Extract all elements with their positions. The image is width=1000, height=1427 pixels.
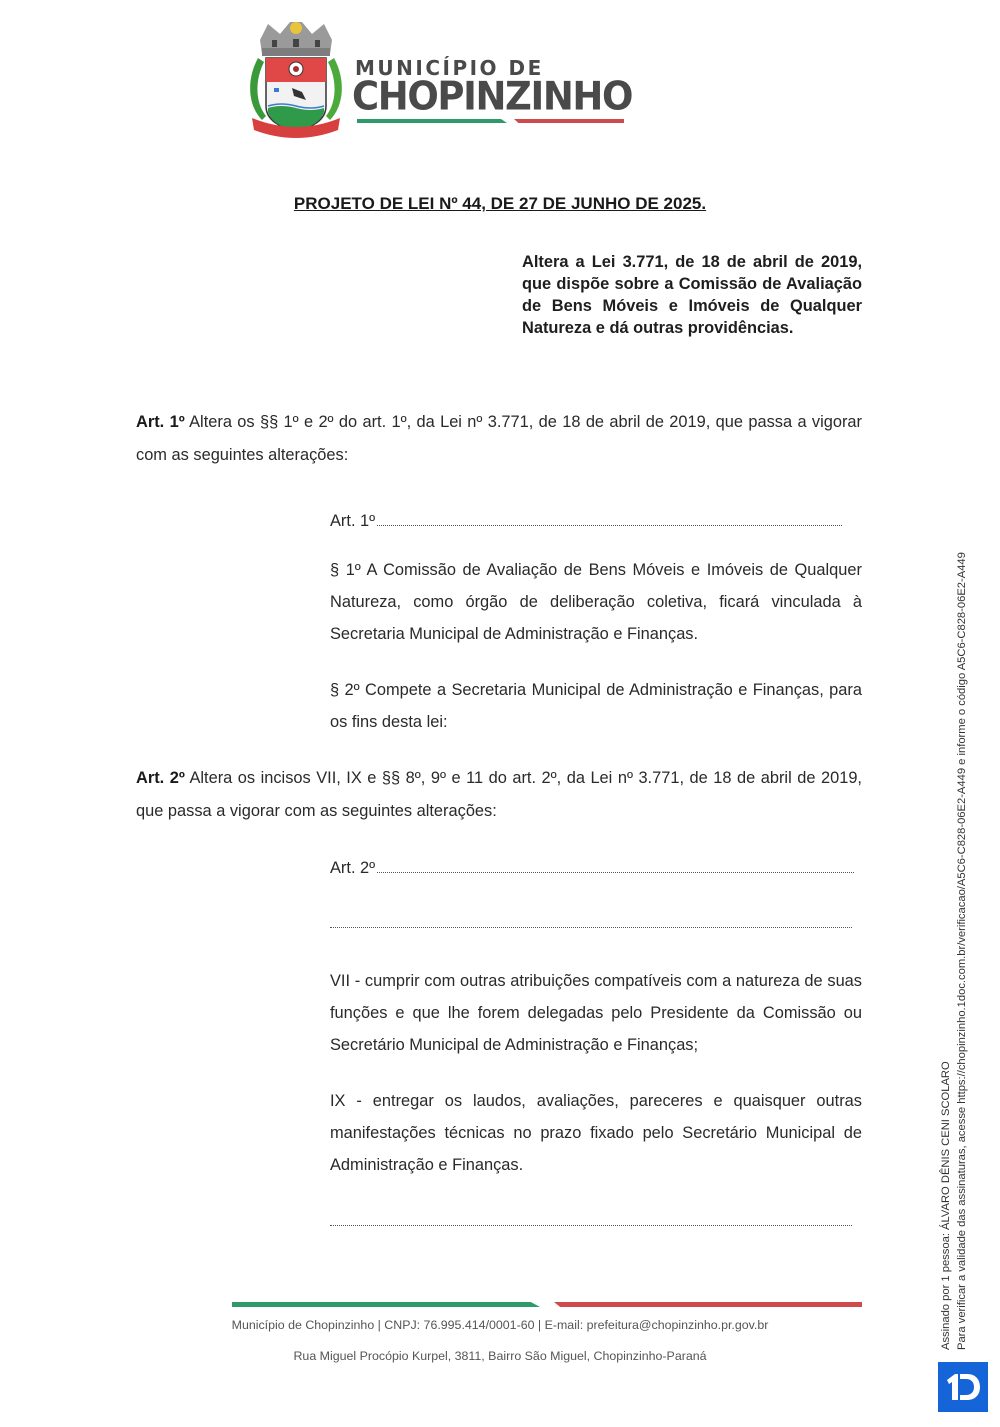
1doc-logo-icon[interactable] <box>938 1362 988 1412</box>
signature-signed-by: Assinado por 1 pessoa: ÁLVARO DÊNIS CENI SCOLARO <box>940 1061 952 1350</box>
ellipsis-dots <box>377 511 842 526</box>
quoted-article-1 <box>330 505 862 537</box>
brand-prefix: MUNICÍPIO DE <box>355 56 544 80</box>
footer-bar-green <box>232 1302 540 1307</box>
footer-bar-red <box>554 1302 862 1307</box>
ellipsis-dots <box>377 858 854 873</box>
document-title: PROJETO DE LEI Nº 44, DE 27 DE JUNHO DE 2025. <box>293 194 707 213</box>
quoted-article-2 <box>330 852 862 884</box>
article-2-label: Art. 2º <box>136 769 185 787</box>
article-1-text: Altera os §§ 1º e 2º do art. 1º, da Lei nº 3.771, de 18 de abril de 2019, que passa a vigorar com as seguintes alterações: <box>136 413 863 464</box>
brand-name: CHOPINZINHO <box>352 74 633 120</box>
inciso-vii: VII - cumprir com outras atribuições compatíveis com a natureza de suas funções e que lhe forem delegadas pelo Presidente da Comissão ou Secretário Municipal de Administração e Finanças; <box>330 972 862 1054</box>
ellipsis-line <box>330 1224 852 1226</box>
brand-bar-red <box>514 119 624 123</box>
article-1 <box>136 406 862 472</box>
quoted-article-1-label: Art. 1º <box>330 512 376 530</box>
article-1-label: Art. 1º <box>136 413 185 431</box>
footer-contact: Município de Chopinzinho | CNPJ: 76.995.414/0001-60 | E-mail: prefeitura@chopinzinho.pr.gov.br <box>231 1318 769 1332</box>
article-2-text: Altera os incisos VII, IX e §§ 8º, 9º e 11 do art. 2º, da Lei nº 3.771, de 18 de abril de 2019, que passa a vigorar com as seguintes alterações: <box>136 769 862 820</box>
footer-address: Rua Miguel Procópio Kurpel, 3811, Bairro São Miguel, Chopinzinho-Paraná <box>293 1349 707 1363</box>
article-2 <box>136 762 862 828</box>
paragraph-1: § 1º A Comissão de Avaliação de Bens Móveis e Imóveis de Qualquer Natureza, como órgão de deliberação coletiva, ficará vinculada à Secretaria Municipal de Administração e Finanças. <box>330 561 862 643</box>
inciso-ix: IX - entregar os laudos, avaliações, pareceres e quaisquer outras manifestações técnicas no prazo fixado pelo Secretário Municipal de Administração e Finanças. <box>330 1092 862 1174</box>
ellipsis-line <box>330 926 852 928</box>
ementa: Altera a Lei 3.771, de 18 de abril de 2019, que dispõe sobre a Comissão de Avaliação de Bens Móveis e Imóveis de Qualquer Natureza e dá outras providências. <box>522 253 862 337</box>
brand-bar-green <box>357 119 507 123</box>
quoted-article-2-label: Art. 2º <box>330 859 376 877</box>
signature-verification[interactable]: Para verificar a validade das assinaturas, acesse https://chopinzinho.1doc.com.br/verificacao/A5C6-C828-06E2-A449 e informe o código A5C6-C828-06E2-A449 <box>956 552 968 1350</box>
municipal-coat-of-arms-icon <box>246 20 346 142</box>
paragraph-2: § 2º Compete a Secretaria Municipal de Administração e Finanças, para os fins desta lei: <box>330 681 862 731</box>
